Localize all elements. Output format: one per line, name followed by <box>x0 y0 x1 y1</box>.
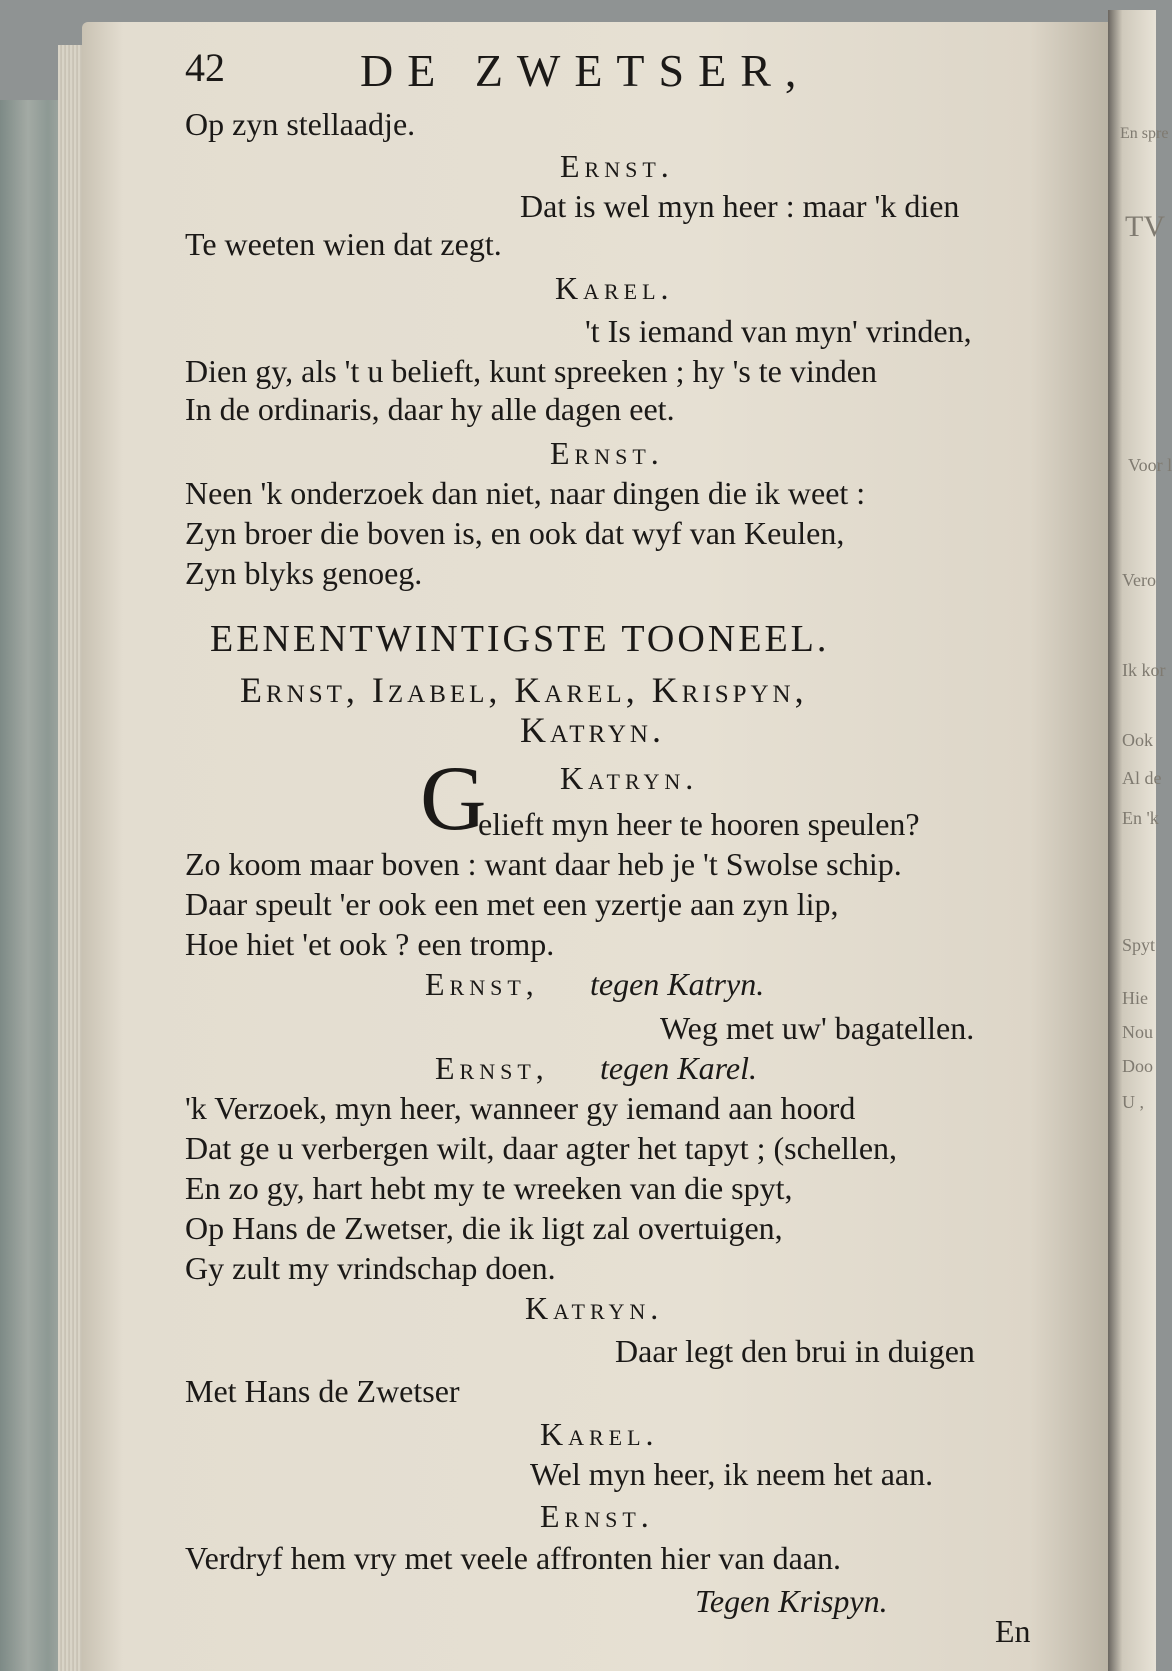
scene-heading: EENENTWINTIGSTE TOONEEL. <box>210 618 830 660</box>
facing-text: Voor l <box>1128 455 1172 475</box>
verse-line: Daar speult 'er ook een met een yzertje aan zyn lip, <box>185 886 839 922</box>
verse-line: Dat is wel myn heer : maar 'k dien <box>520 188 960 224</box>
facing-text: Ik kor <box>1122 660 1166 680</box>
speaker-name: Karel. <box>555 270 674 306</box>
facing-text: Hie <box>1122 988 1148 1008</box>
facing-text: Spyt <box>1122 935 1156 955</box>
facing-text: Al de <box>1122 768 1162 788</box>
stage-direction: Tegen Krispyn. <box>695 1583 888 1619</box>
verse-line: Te weeten wien dat zegt. <box>185 226 502 262</box>
facing-text: Doo <box>1122 1056 1153 1076</box>
verse-line: Verdryf hem vry met veele affronten hier van daan. <box>185 1540 842 1576</box>
speaker-name: Katryn. <box>525 1290 664 1326</box>
verse-line: Zyn broer die boven is, en ook dat wyf van Keulen, <box>185 515 845 551</box>
verse-line: Daar legt den brui in duigen <box>615 1333 975 1369</box>
drop-capital: G <box>420 747 487 849</box>
speaker-name: Ernst, <box>435 1050 549 1086</box>
catchword: En <box>995 1613 1031 1649</box>
verse-line: Met Hans de Zwetser <box>185 1373 460 1409</box>
facing-page <box>1108 10 1156 1671</box>
verse-line: 'k Verzoek, myn heer, wanneer gy iemand aan hoord <box>185 1090 856 1126</box>
speaker-name: Ernst. <box>540 1498 654 1534</box>
speaker-name: Ernst. <box>560 148 674 184</box>
stage-direction: tegen Katryn. <box>590 966 765 1002</box>
facing-text: En 'k <box>1122 808 1159 828</box>
verse-line: 't Is iemand van myn' vrinden, <box>585 313 972 349</box>
facing-text: Vero <box>1122 570 1156 590</box>
facing-text: Ook <box>1122 730 1153 750</box>
verse-line: Zo koom maar boven : want daar heb je 't Swolse schip. <box>185 846 902 882</box>
running-title: DE ZWETSER, <box>360 45 811 96</box>
verse-line: elieft myn heer te hooren speulen? <box>478 806 920 842</box>
page-number: 42 <box>185 45 225 90</box>
verse-line: Neen 'k onderzoek dan niet, naar dingen die ik weet : <box>185 475 866 511</box>
verse-line: Gy zult my vrindschap doen. <box>185 1250 556 1286</box>
facing-text: Nou <box>1122 1022 1153 1042</box>
verse-line: En zo gy, hart hebt my te wreeken van die spyt, <box>185 1170 793 1206</box>
verse-line: Wel myn heer, ik neem het aan. <box>530 1456 934 1492</box>
verse-line: In de ordinaris, daar hy alle dagen eet. <box>185 391 675 427</box>
speaker-name: Ernst. <box>550 435 664 471</box>
verse-line: Op zyn stellaadje. <box>185 106 416 142</box>
facing-text: U , <box>1122 1092 1144 1112</box>
speaker-name: Ernst, <box>425 966 539 1002</box>
verse-line: Weg met uw' bagatellen. <box>660 1010 975 1046</box>
verse-line: Dien gy, als 't u belieft, kunt spreeken ; hy 's te vinden <box>185 353 877 389</box>
verse-line: Dat ge u verbergen wilt, daar agter het tapyt ; (schellen, <box>185 1130 898 1166</box>
speaker-name: Katryn. <box>560 760 699 796</box>
facing-text: TV <box>1125 210 1165 243</box>
facing-text: En spre <box>1120 125 1169 142</box>
speaker-name: Karel. <box>540 1416 659 1452</box>
verse-line: Zyn blyks genoeg. <box>185 555 423 591</box>
verse-line: Op Hans de Zwetser, die ik ligt zal overtuigen, <box>185 1210 783 1246</box>
stage-direction: tegen Karel. <box>600 1050 757 1086</box>
scene-characters: Katryn. <box>520 710 665 750</box>
scene-characters: Ernst, Izabel, Karel, Krispyn, <box>240 670 808 710</box>
verse-line: Hoe hiet 'et ook ? een tromp. <box>185 926 555 962</box>
